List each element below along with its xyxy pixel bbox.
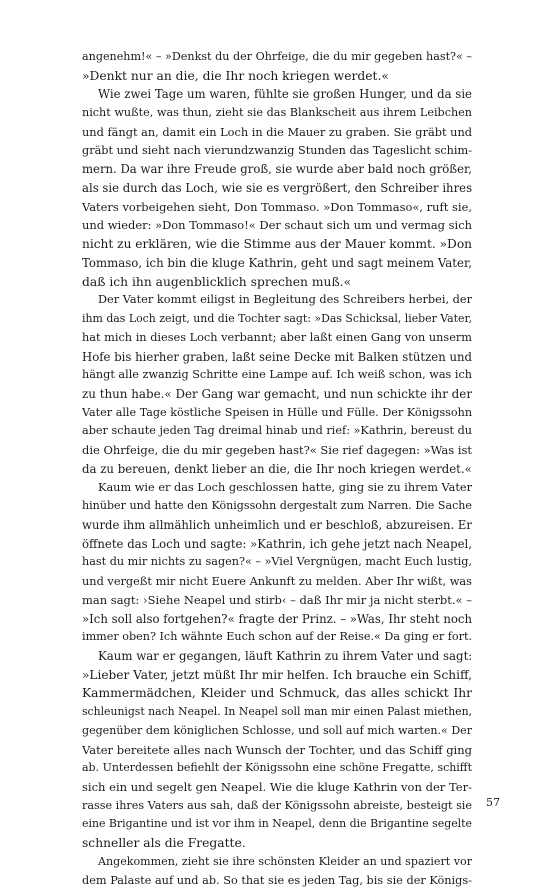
text-line: Vaters vorbeigehen sieht, Don Tommaso. »Don Tommaso«, ruft sie, [82,199,472,214]
text-line: nicht wußte, was thun, zieht sie das Blankscheit aus ihrem Leibchen [82,106,472,120]
text-line: Vater alle Tage köstliche Speisen in Hülle und Fülle. Der Königssohn [82,405,472,419]
text-line: Kammermädchen, Kleider und Schmuck, das alles schickt Ihr [82,686,472,701]
text-line: als sie durch das Loch, wie sie es vergrößert, den Schreiber ihres [82,181,472,196]
text-line: hast du mir nichts zu sagen?« – »Viel Vergnügen, macht Euch lustig, [82,555,472,569]
text-line: »Lieber Vater, jetzt müßt Ihr mir helfen. Ich brauche ein Schiff, [82,667,472,682]
text-line: Tommaso, ich bin die kluge Kathrin, geht und sagt meinem Vater, [82,255,472,270]
text-line: die Ohrfeige, die du mir gegeben hast?« Sie rief dagegen: »Was ist [82,443,472,458]
text-line: und wieder: »Don Tommaso!« Der schaut sich um und vermag sich [82,218,472,233]
text-line: hängt alle zwanzig Schritte eine Lampe auf. Ich weiß schon, was ich [82,368,472,382]
text-line: sich ein und segelt gen Neapel. Wie die kluge Kathrin von der Ter- [82,780,472,795]
text-line: man sagt: ›Siehe Neapel und stirb‹ – daß Ihr mir ja nicht sterbt.« – [82,592,472,607]
text-line: Kaum wie er das Loch geschlossen hatte, ging sie zu ihrem Vater [98,480,472,494]
text-line: Wie zwei Tage um waren, fühlte sie großen Hunger, und da sie [98,87,472,102]
text-line: öffnete das Loch und sagte: »Kathrin, ich gehe jetzt nach Neapel, [82,536,472,551]
text-line: immer oben? Ich wähnte Euch schon auf der Reise.« Da ging er fort. [82,630,472,644]
text-line: ihm das Loch zeigt, und die Tochter sagt: »Das Schicksal, lieber Vater, [82,312,472,326]
text-line: schneller als die Fregatte. [82,836,246,851]
body-text [82,48,472,890]
text-line: aber schaute jeden Tag dreimal hinab und rief: »Kathrin, bereust du [82,424,472,438]
text-line: Angekommen, zieht sie ihre schönsten Kleider an und spaziert vor [98,854,472,868]
text-line: Der Vater kommt eiligst in Begleitung des Schreibers herbei, der [98,293,472,307]
text-line: dem Palaste auf und ab. So that sie es jeden Tag, bis sie der Königs- [82,873,472,887]
text-line: zu thun habe.« Der Gang war gemacht, und nun schickte ihr der [82,386,472,401]
text-line: und vergeßt mir nicht Euere Ankunft zu melden. Aber Ihr wißt, was [82,574,472,589]
text-line: mern. Da war ihre Freude groß, sie wurde aber bald noch größer, [82,162,472,177]
text-line: hinüber und hatte den Königssohn dergestalt zum Narren. Die Sache [82,499,472,513]
text-line: Hofe bis hierher graben, laßt seine Decke mit Balken stützen und [82,349,472,364]
text-line: ab. Unterdessen befiehlt der Königssohn eine schöne Fregatte, schifft [82,761,472,775]
text-line: und fängt an, damit ein Loch in die Mauer zu graben. Sie gräbt und [82,124,472,139]
page-number: 57 [486,796,500,809]
text-line: da zu bereuen, denkt lieber an die, die Ihr noch kriegen werdet.« [82,461,472,476]
text-line: Kaum war er gegangen, läuft Kathrin zu ihrem Vater und sagt: [98,649,472,663]
text-line: angenehm!« – »Denkst du der Ohrfeige, die du mir gegeben hast?« – [82,50,472,63]
text-line: daß ich ihn augenblicklich sprechen muß.« [82,274,352,289]
text-line: gegenüber dem königlichen Schlosse, und soll auf mich warten.« Der [82,723,472,737]
text-line: gräbt und sieht nach vierundzwanzig Stunden das Tageslicht schim- [82,143,472,157]
text-line: rasse ihres Vaters aus sah, daß der Königssohn abreiste, besteigt sie [82,798,472,812]
text-line: Vater bereitete alles nach Wunsch der Tochter, und das Schiff ging [82,742,472,757]
text-line: hat mich in dieses Loch verbannt; aber laßt einen Gang von unserm [82,330,472,344]
text-line: eine Brigantine und ist vor ihm in Neapel, denn die Brigantine segelte [82,817,472,831]
text-line: »Denkt nur an die, die Ihr noch kriegen werdet.« [82,68,389,83]
text-line: »Ich soll also fortgehen?« fragte der Prinz. – »Was, Ihr steht noch [82,611,472,626]
text-line: schleunigst nach Neapel. In Neapel soll man mir einen Palast miethen, [82,705,472,719]
text-line: nicht zu erklären, wie die Stimme aus der Mauer kommt. »Don [82,237,472,252]
text-line: wurde ihm allmählich unheimlich und er beschloß, abzureisen. Er [82,517,472,532]
